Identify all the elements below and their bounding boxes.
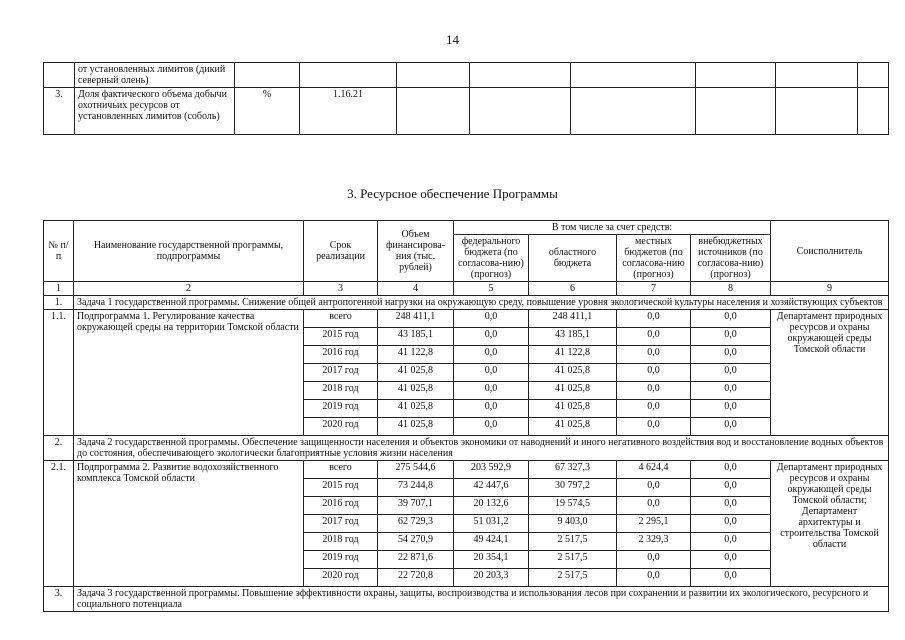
volume-cell: 41 025,8 <box>378 400 454 418</box>
regional-cell: 41 122,8 <box>529 346 617 364</box>
extra-cell: 0,0 <box>691 364 771 382</box>
local-cell: 0,0 <box>617 400 691 418</box>
regional-cell: 41 025,8 <box>529 418 617 436</box>
table-row <box>44 310 889 328</box>
federal-cell: 49 424,1 <box>454 533 529 551</box>
volume-cell: 43 185,1 <box>378 328 454 346</box>
extra-cell: 0,0 <box>691 533 771 551</box>
period-cell: 2016 год <box>304 497 378 515</box>
task-text: Задача 3 государственной программы. Повышение эффективности охраны, защиты, воспроизводства и использования лесов при сохранении и развитии их экологического, ресурсного и социального потенциала <box>74 587 889 612</box>
federal-cell: 0,0 <box>454 310 529 328</box>
extra-cell: 0,0 <box>691 497 771 515</box>
local-cell: 2 295,1 <box>617 515 691 533</box>
partner-cell: Департамент природных ресурсов и охраны окружающей среды Томской области; Департамент архитектуры и строительства Томской области <box>771 461 889 587</box>
header-regional: областного бюджета <box>529 235 617 282</box>
regional-cell: 19 574,5 <box>529 497 617 515</box>
header-including: В том числе за счет средств: <box>454 221 771 235</box>
header-period: Срок реализации <box>304 221 378 282</box>
column-number: 2 <box>74 282 304 296</box>
federal-cell: 0,0 <box>454 400 529 418</box>
subprogram-number: 1.1. <box>44 310 74 436</box>
volume-cell: 41 025,8 <box>378 418 454 436</box>
local-cell: 0,0 <box>617 569 691 587</box>
extra-cell: 0,0 <box>691 382 771 400</box>
federal-cell: 20 354,1 <box>454 551 529 569</box>
indicator-unit: % <box>235 88 300 135</box>
volume-cell: 41 025,8 <box>378 382 454 400</box>
federal-cell: 42 447,6 <box>454 479 529 497</box>
regional-cell: 41 025,8 <box>529 364 617 382</box>
local-cell: 0,0 <box>617 479 691 497</box>
local-cell: 0,0 <box>617 310 691 328</box>
regional-cell: 2 517,5 <box>529 533 617 551</box>
volume-cell: 41 122,8 <box>378 346 454 364</box>
volume-cell: 41 025,8 <box>378 364 454 382</box>
extra-cell: 0,0 <box>691 400 771 418</box>
extra-cell: 0,0 <box>691 479 771 497</box>
column-number: 5 <box>454 282 529 296</box>
task-number: 3. <box>44 587 74 612</box>
volume-cell: 275 544,6 <box>378 461 454 479</box>
period-cell: 2020 год <box>304 418 378 436</box>
volume-cell: 22 871,6 <box>378 551 454 569</box>
local-cell: 0,0 <box>617 328 691 346</box>
column-number: 3 <box>304 282 378 296</box>
regional-cell: 41 025,8 <box>529 400 617 418</box>
indicator-code: 1.16.21 <box>300 88 397 135</box>
extra-cell: 0,0 <box>691 418 771 436</box>
header-local: местных бюджетов (по согласова-нию (прогноз) <box>617 235 691 282</box>
volume-cell: 54 270,9 <box>378 533 454 551</box>
task-row <box>44 296 889 310</box>
extra-cell: 0,0 <box>691 328 771 346</box>
extra-cell: 0,0 <box>691 310 771 328</box>
period-cell: 2019 год <box>304 551 378 569</box>
extra-cell: 0,0 <box>691 515 771 533</box>
header-partner: Соисполнитель <box>771 221 889 282</box>
column-number: 7 <box>617 282 691 296</box>
local-cell: 4 624,4 <box>617 461 691 479</box>
task-number: 1. <box>44 296 74 310</box>
period-cell: 2020 год <box>304 569 378 587</box>
volume-cell: 22 720,8 <box>378 569 454 587</box>
header-name: Наименование государственной программы, подпрограммы <box>74 221 304 282</box>
regional-cell: 67 327,3 <box>529 461 617 479</box>
header-volume: Объем финансирова-ния (тыс. рублей) <box>378 221 454 282</box>
period-cell: 2016 год <box>304 346 378 364</box>
regional-cell: 9 403,0 <box>529 515 617 533</box>
column-number: 8 <box>691 282 771 296</box>
indicator-name: Доля фактического объема добычи охотничьих ресурсов от установленных лимитов (соболь) <box>75 88 235 135</box>
federal-cell: 0,0 <box>454 346 529 364</box>
indicators-table <box>43 62 889 135</box>
table-row <box>44 88 889 135</box>
task-text: Задача 2 государственной программы. Обеспечение защищенности населения и объектов экономики от наводнений и иного негативного воздействия вод и восстановление водных объектов до состояния, обеспечивающего экологически благоприятные условия жизни населения <box>74 436 889 461</box>
task-number: 2. <box>44 436 74 461</box>
subprogram-name: Подпрограмма 2. Развитие водохозяйственного комплекса Томской области <box>74 461 304 587</box>
period-cell: 2018 год <box>304 533 378 551</box>
column-number: 6 <box>529 282 617 296</box>
subprogram-name: Подпрограмма 1. Регулирование качества окружающей среды на территории Томской области <box>74 310 304 436</box>
header-row <box>44 221 889 235</box>
local-cell: 2 329,3 <box>617 533 691 551</box>
task-text: Задача 1 государственной программы. Снижение общей антропогенной нагрузки на окружающую среду, повышение уровня экологической культуры населения и хозяйствующих субъектов <box>74 296 889 310</box>
indicator-name: от установленных лимитов (дикий северный олень) <box>75 63 235 88</box>
regional-cell: 2 517,5 <box>529 569 617 587</box>
local-cell: 0,0 <box>617 497 691 515</box>
regional-cell: 248 411,1 <box>529 310 617 328</box>
local-cell: 0,0 <box>617 418 691 436</box>
volume-cell: 248 411,1 <box>378 310 454 328</box>
federal-cell: 20 203,3 <box>454 569 529 587</box>
extra-cell: 0,0 <box>691 346 771 364</box>
volume-cell: 73 244,8 <box>378 479 454 497</box>
page-number: 14 <box>446 32 459 47</box>
volume-cell: 62 729,3 <box>378 515 454 533</box>
federal-cell: 203 592,9 <box>454 461 529 479</box>
period-cell: 2015 год <box>304 479 378 497</box>
federal-cell: 51 031,2 <box>454 515 529 533</box>
period-cell: 2017 год <box>304 515 378 533</box>
local-cell: 0,0 <box>617 382 691 400</box>
extra-cell: 0,0 <box>691 461 771 479</box>
partner-cell: Департамент природных ресурсов и охраны окружающей среды Томской области <box>771 310 889 436</box>
regional-cell: 2 517,5 <box>529 551 617 569</box>
local-cell: 0,0 <box>617 364 691 382</box>
task-row <box>44 587 889 612</box>
column-number-row <box>44 282 889 296</box>
regional-cell: 41 025,8 <box>529 382 617 400</box>
column-number: 4 <box>378 282 454 296</box>
regional-cell: 30 797,2 <box>529 479 617 497</box>
period-cell: 2017 год <box>304 364 378 382</box>
resource-table <box>43 220 889 612</box>
table-row <box>44 63 889 88</box>
period-cell: 2019 год <box>304 400 378 418</box>
extra-cell: 0,0 <box>691 551 771 569</box>
federal-cell: 0,0 <box>454 382 529 400</box>
period-cell: 2015 год <box>304 328 378 346</box>
extra-cell: 0,0 <box>691 569 771 587</box>
subprogram-number: 2.1. <box>44 461 74 587</box>
volume-cell: 39 707,1 <box>378 497 454 515</box>
local-cell: 0,0 <box>617 346 691 364</box>
row-number: 3. <box>44 88 75 135</box>
period-cell: 2018 год <box>304 382 378 400</box>
federal-cell: 20 132,6 <box>454 497 529 515</box>
period-cell: всего <box>304 461 378 479</box>
task-row <box>44 436 889 461</box>
header-federal: федерального бюджета (по согласова-нию) (прогноз) <box>454 235 529 282</box>
section-title: 3. Ресурсное обеспечение Программы <box>347 186 558 201</box>
federal-cell: 0,0 <box>454 364 529 382</box>
federal-cell: 0,0 <box>454 328 529 346</box>
table-row <box>44 461 889 479</box>
local-cell: 0,0 <box>617 551 691 569</box>
federal-cell: 0,0 <box>454 418 529 436</box>
period-cell: всего <box>304 310 378 328</box>
header-num: № п/п <box>44 221 74 282</box>
column-number: 9 <box>771 282 889 296</box>
column-number: 1 <box>44 282 74 296</box>
regional-cell: 43 185,1 <box>529 328 617 346</box>
header-extra: внебюджетных источников (по согласова-нию) (прогноз) <box>691 235 771 282</box>
